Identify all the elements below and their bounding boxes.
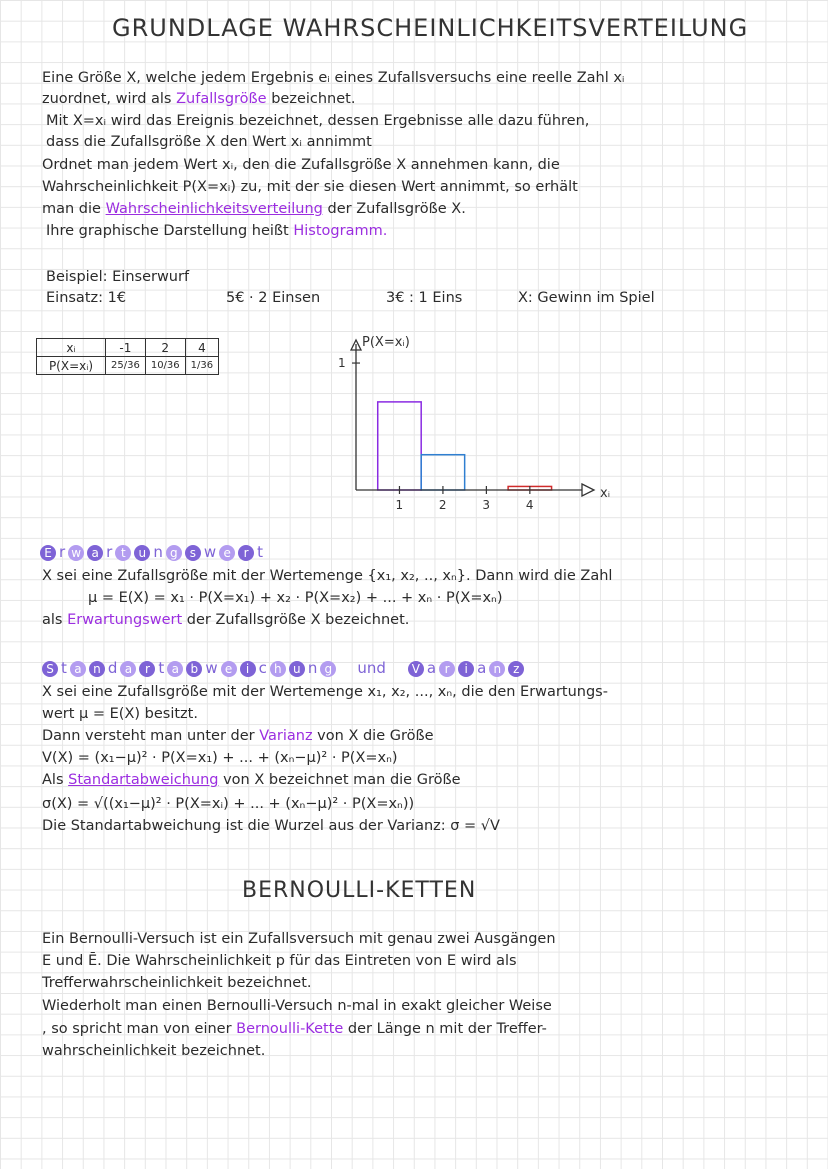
- heading-letter: V: [408, 661, 424, 677]
- heading-letter: w: [205, 659, 218, 677]
- x-axis-label: xᵢ: [600, 486, 611, 501]
- x-tick-label: 4: [525, 498, 534, 512]
- heading-letter: i: [240, 661, 256, 677]
- varianz-formula: V(X) = (x₁−μ)² · P(X=x₁) + ... + (xₙ−μ)² · P(X=xₙ): [42, 750, 398, 766]
- term-standartabweichung: Standartabweichung: [68, 772, 219, 788]
- table-cell: 10/36: [145, 357, 185, 375]
- bernoulli-line-2: E und Ē. Die Wahrscheinlichkeit p für das Eintreten von E wird als: [42, 953, 517, 969]
- bernoulli-line-6: wahrscheinlichkeit bezeichnet.: [42, 1043, 266, 1059]
- heading-letter: u: [134, 545, 150, 561]
- heading-letter: t: [61, 659, 67, 677]
- table-cell: 25/36: [106, 357, 146, 375]
- standard-line-3: Dann versteht man unter der Varianz von X die Größe: [42, 728, 434, 744]
- bernoulli-line-4: Wiederholt man einen Bernoulli-Versuch n-mal in exakt gleicher Weise: [42, 998, 552, 1014]
- intro-line-3: Mit X=xᵢ wird das Ereignis bezeichnet, dessen Ergebnisse alle dazu führen,: [46, 113, 590, 129]
- table-cell: xᵢ: [37, 339, 106, 357]
- heading-letter: a: [120, 661, 136, 677]
- intro-line-6: Wahrscheinlichkeit P(X=xᵢ) zu, mit der sie diesen Wert annimmt, so erhält: [42, 179, 578, 195]
- table-cell: 4: [185, 339, 218, 357]
- example-stake: Einsatz: 1€: [46, 290, 127, 306]
- heading-letter: z: [508, 661, 524, 677]
- term-wahrscheinlichkeitsverteilung: Wahrscheinlichkeitsverteilung: [105, 201, 323, 217]
- intro-line-1: Eine Größe X, welche jedem Ergebnis eᵢ eines Zufallsversuchs eine reelle Zahl xᵢ: [42, 70, 625, 86]
- erwartung-line-1: X sei eine Zufallsgröße mit der Wertemenge {x₁, x₂, .., xₙ}. Dann wird die Zahl: [42, 568, 613, 584]
- heading-letter: a: [70, 661, 86, 677]
- heading-letter: u: [289, 661, 305, 677]
- x-tick-label: 1: [395, 498, 404, 512]
- bernoulli-line-1: Ein Bernoulli-Versuch ist ein Zufallsversuch mit genau zwei Ausgängen: [42, 931, 556, 947]
- histogram-chart: [320, 330, 640, 530]
- heading-letter: d: [107, 659, 118, 677]
- heading-letter: n: [307, 659, 318, 677]
- bernoulli-title: BERNOULLI-KETTEN: [242, 878, 477, 903]
- term-varianz: Varianz: [259, 728, 313, 744]
- heading-letter: e: [219, 545, 235, 561]
- intro-line-4: dass die Zufallsgröße X den Wert xᵢ annimmt: [46, 134, 372, 150]
- heading-letter: g: [320, 661, 336, 677]
- table-row-values: [37, 339, 219, 357]
- standartabweichung-formula: σ(X) = √((x₁−μ)² · P(X=xᵢ) + ... + (xₙ−μ)² · P(X=xₙ)): [42, 796, 415, 812]
- heading-letter: S: [42, 661, 58, 677]
- x-tick-label: 3: [482, 498, 491, 512]
- term-zufallsgroesse: Zufallsgröße: [176, 91, 267, 107]
- heading-letter: r: [439, 661, 455, 677]
- heading-letter: s: [185, 545, 201, 561]
- heading-letter: a: [426, 659, 437, 677]
- y-axis-label: P(X=xᵢ): [362, 335, 410, 350]
- heading-und: und: [357, 659, 386, 677]
- example-define-x: X: Gewinn im Spiel: [518, 290, 655, 306]
- heading-letter: w: [203, 543, 217, 561]
- heading-letter: i: [458, 661, 474, 677]
- heading-letter: r: [59, 543, 66, 561]
- distribution-table: [36, 338, 219, 375]
- intro-line-8: Ihre graphische Darstellung heißt Histogramm.: [46, 223, 388, 239]
- heading-letter: b: [186, 661, 202, 677]
- heading-letter: t: [115, 545, 131, 561]
- heading-letter: a: [477, 659, 487, 677]
- page-title: GRUNDLAGE WAHRSCHEINLICHKEITSVERTEILUNG: [112, 14, 749, 42]
- heading-letter: n: [153, 543, 163, 561]
- heading-letter: g: [166, 545, 182, 561]
- heading-letter: t: [158, 659, 165, 677]
- bernoulli-line-5: , so spricht man von einer Bernoulli-Kette der Länge n mit der Treffer-: [42, 1021, 547, 1037]
- y-tick-label: 1: [338, 356, 346, 371]
- heading-letter: h: [270, 661, 286, 677]
- standard-line-2: wert μ = E(X) besitzt.: [42, 706, 198, 722]
- example-label: Beispiel: Einserwurf: [46, 269, 190, 285]
- standard-line-1: X sei eine Zufallsgröße mit der Wertemenge x₁, x₂, ..., xₙ, die den Erwartungs-: [42, 684, 608, 700]
- erwartung-line-3: als Erwartungswert der Zufallsgröße X bezeichnet.: [42, 612, 410, 628]
- erwartung-formula: μ = E(X) = x₁ · P(X=x₁) + x₂ · P(X=x₂) + ... + xₙ · P(X=xₙ): [88, 590, 503, 606]
- heading-letter: r: [139, 661, 155, 677]
- heading-letter: c: [258, 659, 267, 677]
- histogram-bar: [421, 455, 464, 490]
- heading-letter: w: [68, 545, 84, 561]
- term-erwartungswert: Erwartungswert: [67, 612, 183, 628]
- standartabweichung-heading: [42, 658, 527, 677]
- heading-letter: a: [87, 545, 103, 561]
- bernoulli-line-3: Trefferwahrscheinlichkeit bezeichnet.: [42, 975, 312, 991]
- x-tick-label: 2: [438, 498, 447, 512]
- intro-line-7: man die Wahrscheinlichkeitsverteilung der Zufallsgröße X.: [42, 201, 466, 217]
- table-cell: -1: [106, 339, 146, 357]
- heading-letter: r: [106, 543, 113, 561]
- heading-letter: a: [167, 661, 183, 677]
- heading-letter: n: [89, 661, 105, 677]
- intro-line-5: Ordnet man jedem Wert xᵢ, den die Zufallsgröße X annehmen kann, die: [42, 157, 560, 173]
- table-cell: 2: [145, 339, 185, 357]
- histogram-bar: [378, 402, 421, 490]
- erwartungswert-heading: [40, 542, 266, 561]
- heading-letter: r: [238, 545, 254, 561]
- table-cell: P(X=xᵢ): [37, 357, 106, 375]
- heading-letter: t: [257, 543, 264, 561]
- x-axis-arrow: [582, 484, 594, 496]
- heading-letter: n: [489, 661, 505, 677]
- intro-line-2: zuordnet, wird als Zufallsgröße bezeichnet.: [42, 91, 356, 107]
- table-row-probabilities: [37, 357, 219, 375]
- heading-letter: e: [221, 661, 237, 677]
- heading-letter: E: [40, 545, 56, 561]
- term-bernoulli-kette: Bernoulli-Kette: [236, 1021, 344, 1037]
- term-histogramm: Histogramm.: [293, 223, 388, 239]
- standard-line-5: Als Standartabweichung von X bezeichnet man die Größe: [42, 772, 461, 788]
- example-rule-one-one: 3€ : 1 Eins: [386, 290, 463, 306]
- example-rule-two-ones: 5€ · 2 Einsen: [226, 290, 321, 306]
- table-cell: 1/36: [185, 357, 218, 375]
- standard-line-7: Die Standartabweichung ist die Wurzel aus der Varianz: σ = √V: [42, 818, 500, 834]
